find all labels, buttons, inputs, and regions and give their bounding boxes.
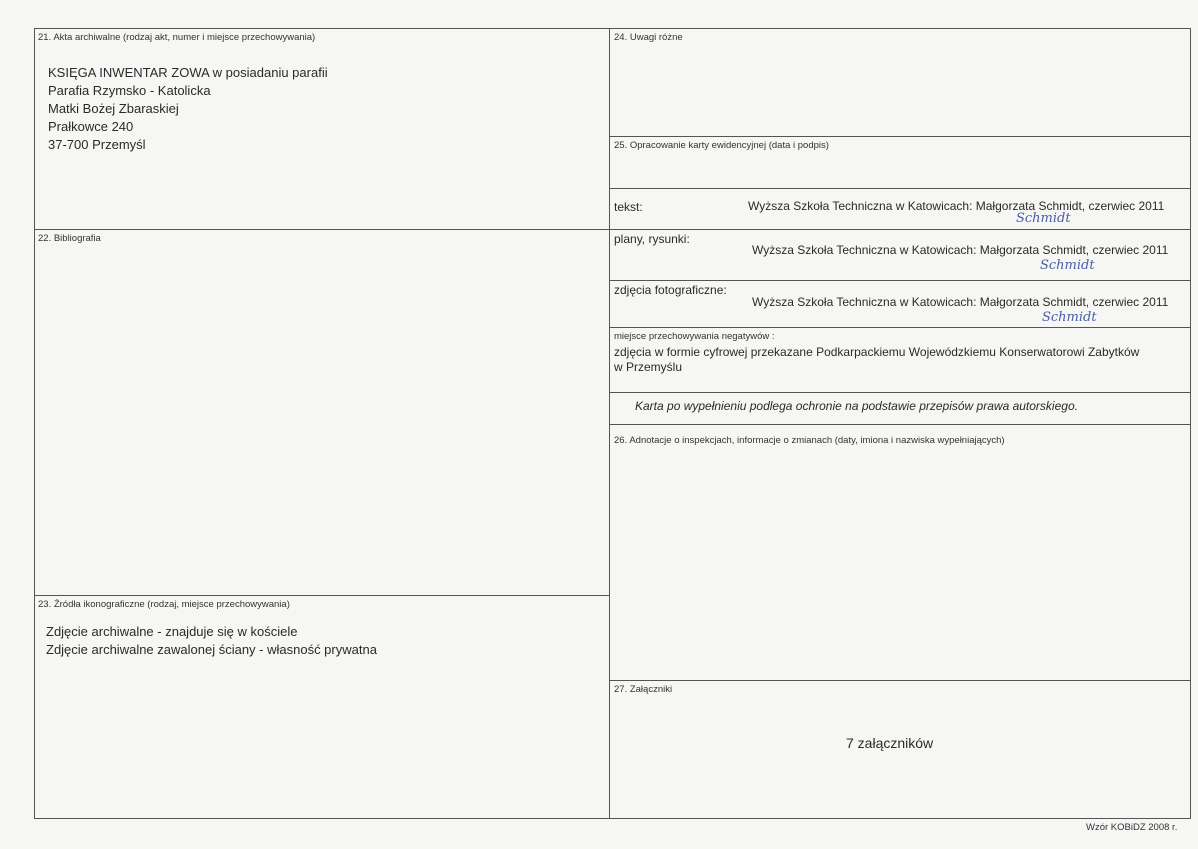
negatywy-content — [614, 345, 1139, 375]
divider-26-27 — [609, 680, 1191, 681]
tekst-label: tekst: — [614, 200, 643, 214]
attachments-count: 7 załączników — [846, 735, 934, 751]
form-template-footer: Wzór KOBiDZ 2008 r. — [1086, 822, 1178, 833]
section-23-content — [46, 623, 377, 659]
negatywy-label: miejsce przechowywania negatywów : — [614, 331, 775, 342]
section-26-label: 26. Adnotacje o inspekcjach, informacje o zmianach (daty, imiona i nazwiska wypełniających) — [614, 435, 1005, 446]
section-23-label: 23. Źródła ikonograficzne (rodzaj, miejsce przechowywania) — [38, 599, 290, 610]
divider-25-tekst — [609, 188, 1191, 189]
section-21-line: KSIĘGA INWENTAR ZOWA w posiadaniu parafii — [48, 65, 328, 80]
divider-notice-26 — [609, 424, 1191, 425]
section-21-line: 37-700 Przemyśl — [48, 137, 146, 152]
divider-22-23 — [34, 595, 610, 596]
section-21-line: Matki Bożej Zbaraskiej — [48, 101, 179, 116]
divider-tekst-plany — [609, 229, 1191, 230]
divider-24-25 — [609, 136, 1191, 137]
zdjecia-signature: Schmidt — [1042, 310, 1097, 325]
section-23-line: Zdjęcie archiwalne zawalonej ściany - własność prywatna — [46, 642, 377, 657]
section-21-line: Parafia Rzymsko - Katolicka — [48, 83, 211, 98]
tekst-signature: Schmidt — [1016, 211, 1071, 226]
copyright-notice: Karta po wypełnieniu podlega ochronie na podstawie przepisów prawa autorskiego. — [635, 399, 1078, 413]
section-24-label: 24. Uwagi różne — [614, 32, 683, 43]
negatywy-line: w Przemyślu — [614, 360, 683, 374]
tekst-value: Wyższa Szkoła Techniczna w Katowicach: Małgorzata Schmidt, czerwiec 2011 — [748, 199, 1165, 213]
divider-zdjecia-negatywy — [609, 327, 1191, 328]
section-22-label: 22. Bibliografia — [38, 233, 101, 244]
section-25-label: 25. Opracowanie karty ewidencyjnej (data i podpis) — [614, 140, 829, 151]
section-23-line: Zdjęcie archiwalne - znajduje się w kościele — [46, 624, 298, 639]
section-21-label: 21. Akta archiwalne (rodzaj akt, numer i miejsce przechowywania) — [38, 32, 316, 43]
plany-signature: Schmidt — [1040, 258, 1095, 273]
section-27-label: 27. Załączniki — [614, 684, 673, 695]
zdjecia-value: Wyższa Szkoła Techniczna w Katowicach: Małgorzata Schmidt, czerwiec 2011 — [752, 295, 1169, 309]
plany-label: plany, rysunki: — [614, 232, 690, 246]
divider-plany-zdjecia — [609, 280, 1191, 281]
zdjecia-label: zdjęcia fotograficzne: — [614, 283, 727, 297]
section-21-line: Prałkowce 240 — [48, 119, 134, 134]
divider-negatywy-notice — [609, 392, 1191, 393]
negatywy-line: zdjęcia w formie cyfrowej przekazane Podkarpackiemu Wojewódzkiemu Konserwatorowi Zabytków — [614, 345, 1140, 359]
section-21-content — [48, 64, 328, 154]
divider-21-22 — [34, 229, 610, 230]
plany-value: Wyższa Szkoła Techniczna w Katowicach: Małgorzata Schmidt, czerwiec 2011 — [752, 243, 1169, 257]
